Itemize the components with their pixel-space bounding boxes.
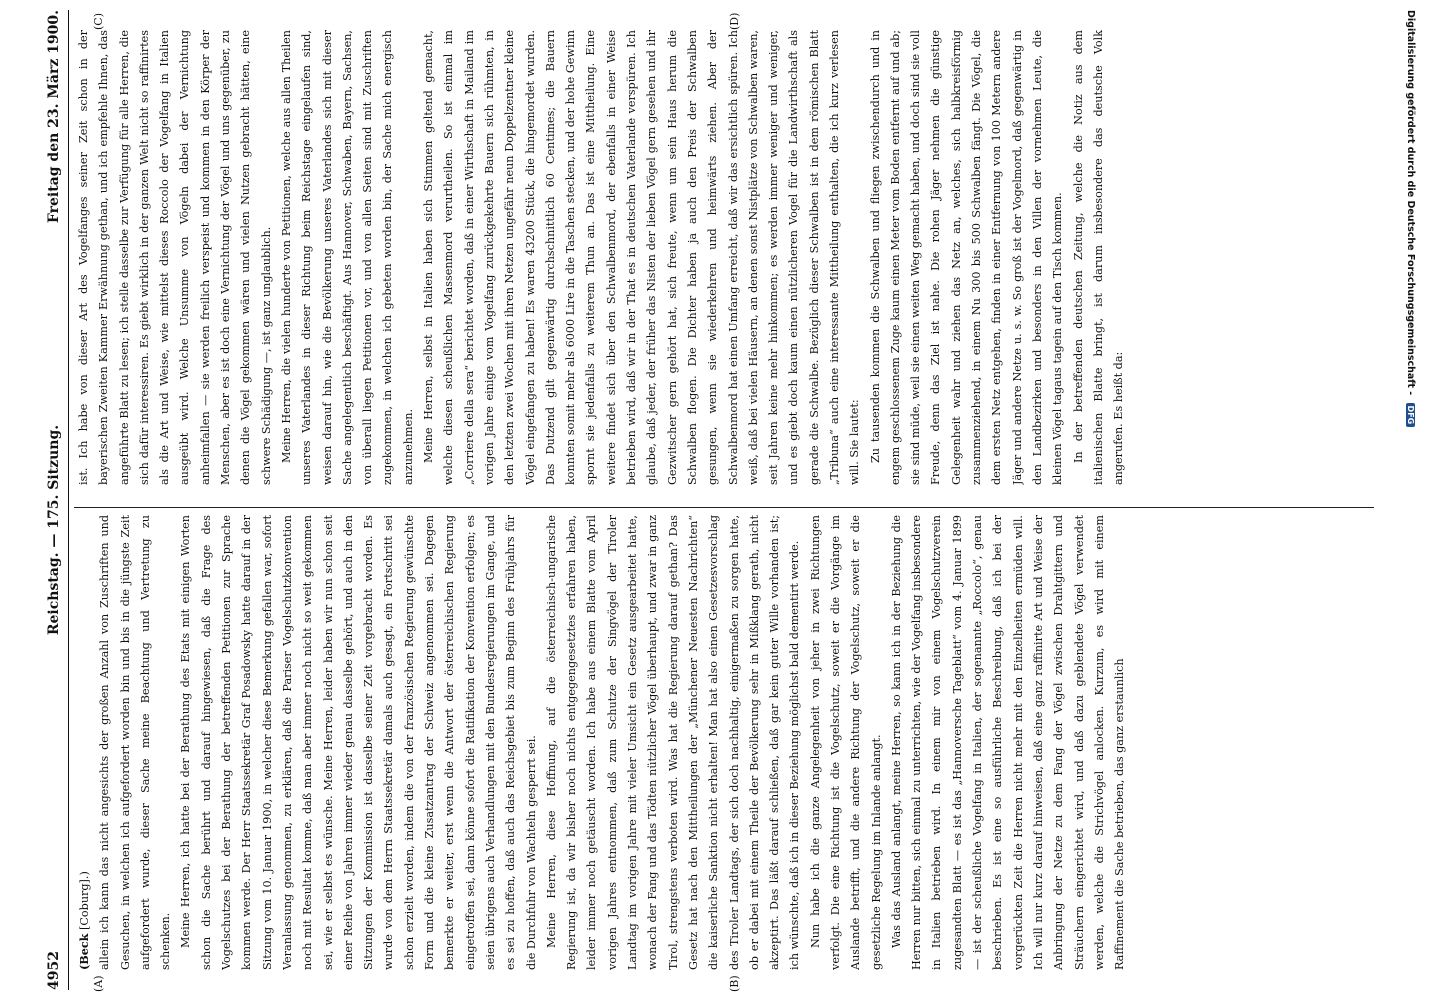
speaker-name: (Beck [77, 933, 91, 970]
right-column [74, 30, 1374, 485]
paragraph: Meine Herren, die vielen hunderte von Petitionen, welche aus allen Theilen unseres Vaterlandes in dieser Richtung beim Reichstage eingelaufen sind, weisen darauf hin, wie die Bevölkerung unseres Vaterlandes sich mit dieser Sache angelegentlich beschäftigt. Aus Hannover, Schwaben, Bayern, Sachsen, von überall liegen Petitionen vor, und von allen Seiten sind mit Zuschriften zugekommen, in welchen ich gebeten worden bin, der Sache mich energisch anzunehmen. [279, 30, 415, 485]
paragraph: Meine Herren, selbst in Italien haben sich Stimmen geltend gemacht, welche diesen scheußlichen Massenmord verurtheilen. So ist einmal im „Corriere della sera“ berichtet worden, daß in einer Wirthschaft in Mailand im vorigen Jahre einige vom Vogelfang zurückgekehrte Bauern sich rühmten, in den letzten zwei Wochen mit ihren Netzen ungefähr neun Doppelzentner kleine Vögel eingefangen zu haben! Es waren 43200 Stück, die hingemordet wurden. Das Dutzend gilt gegenwärtig durchschnittlich 60 Centimes; die Bauern konnten somit mehr als 6000 Lire in die Taschen stecken, und der hohe Gewinn spornt sie jedenfalls zu weiterem Thun an. Das ist eine Mittheilung. Eine weitere findet sich über den Schwalbenmord, der ebenfalls in einer Weise betrieben wird, daß wir in der That es in deutschen Vaterlande verspüren. Ich glaube, daß jeder, der früher das Nisten der lieben Vögel gern gesehen und ihr Gezwitscher gern gehört hat, sich freute, wenn um sein Haus herum die Schwalben flogen. Die Dichter haben ja auch den Preis der Schwalben gesungen, wenn sie wiederkehren und heimwärts ziehen. Aber der Schwalbenmord hat einen Umfang erreicht, daß wir das ersichtlich spüren. Ich weiß, daß bei vielen Häusern, an denen sonst Nistplätze von Schwalben waren, seit Jahren keine mehr hinkommen; es werden immer weniger und weniger, und es giebt doch kaum einen nützlicheren Vogel für die Landwirthschaft als gerade die Schwalbe. Bezüglich dieser Schwalben ist in dem römischen Blatt „Tribuna“ auch eine interessante Mittheilung enthalten, die ich kurz verlesen will. Sie lautet: [422, 30, 862, 485]
margin-marker-d: (D) [728, 12, 741, 30]
paragraph: Meine Herren, diese Hoffnung, auf die österreichisch-ungarische Regierung ist, da wir bisher noch nichts entgegengesetztes erfahren haben, leider immer noch getäuscht worden. Ich habe aus einem Blatte vom April vorigen Jahres entnommen, daß zum Schutze der Singvögel der Tiroler Landtag im vorigen Jahre mit vieler Umsicht ein Gesetz ausgearbeitet hatte, wonach der Fang und das Tödten nützlicher Vögel überhaupt, und zwar in ganz Tirol, strengstens verboten wird. Was hat die Regierung darauf gethan? Das Gesetz hat nach den Mittheilungen der „Münchener Neuesten Nachrichten“ die kaiserliche Sanktion nicht erhalten! Man hat also einen Gesetzesvorschlag des Tiroler Landtags, der sich doch nachhaltig, einigermaßen zu sorgen hatte, ob er dabei mit einem Theile der Bevölkerung sehr in Mißklang gerath, nicht akzeptirt. Das läßt darauf schließen, daß gar kein guter Wille vorhanden ist; ich wünschte, daß ich in dieser Beziehung möglichst bald dementirt werde. [544, 515, 802, 970]
paragraph: ist. Ich habe von dieser Art des Vogelfanges seiner Zeit schon in der bayerischen Zweiten Kammer Erwähnung gethan, und ich empfehle Ihnen, das angeführte Blatt zu lesen; ich stelle dasselbe zur Verfügung für alle Herren, die sich dafür interessiren. Es giebt wirklich in der ganzen Welt nicht so raffinirtes als die Art und Weise, wie mittelst dieses Roccolo der Vogelfang in Italien ausgeübt wird. Welche Unsumme von Vögeln dabei der Vernichtung anheimfallen — sie werden freilich verspeist und kommen in den Körper der Menschen, aber es ist doch eine Vernichtung der Vögel und uns gegenüber, zu denen die Vögel gekommen wären und vielen Nutzen gebracht hätten, eine schwere Schädigung —, ist ganz unglaublich. [77, 30, 273, 485]
paragraph: Nun habe ich die ganze Angelegenheit von jeher in zwei Richtungen verfolgt. Die eine Richtung ist die Vogelschutz, soweit er die Vorgänge im Auslande betrifft, und die andere Richtung der Vogelschutz, soweit er die gesetzliche Regelung im Inlande anlangt. [808, 515, 883, 970]
left-column [74, 515, 1374, 970]
margin-marker-c: (C) [92, 13, 105, 30]
dfg-logo: DFG [1406, 403, 1415, 428]
paragraph: Meine Herren, ich hatte bei der Berathung des Etats mit einigen Worten schon die Sache berührt und darauf hingewiesen, daß die Frage des Vogelschutzes bei der Berathung der betreffenden Petitionen zur Sprache kommen werde. Der Herr Staatssekretär Graf Posadowsky hatte darauf in der Sitzung vom 10. Januar 1900, in welcher diese Bemerkung gefallen war, sofort Veranlassung genommen, zu erklären, daß die Pariser Vogelschutzkonvention noch mit Resultat komme, daß man aber immer noch nicht so weit gekommen sei, wie er selbst es wünsche. Meine Herren, leider haben wir nun schon seit einer Reihe von Jahren immer wieder genau dasselbe gehört, und auch in den Sitzungen der Kommission ist dasselbe seiner Zeit vorgebracht worden. Es wurde von dem Herrn Staatssekretär damals auch gesagt, ein Fortschritt sei schon erzielt worden, indem die von der französischen Regierung gewünschte Form und die kleine Zusatzantrag der Schweiz angenommen sei. Dagegen bemerkte er weiter, erst wenn die Antwort der österreichischen Regierung eingetroffen sei, dann könne sofort die Ratifikation der Konvention erfolgen; es seien übrigens auch Verhandlungen mit den Bundesregierungen im Gange, und es sei zu hoffen, daß auch das Reichsgebiet bis zum Beginn des Frühjahrs für die Durchfuhr von Wachteln gesperrt sei. [179, 515, 538, 970]
session-date: Freitag den 23. März 1900. [46, 10, 62, 224]
paragraph: In der betreffenden deutschen Zeitung, welche die Notiz aus dem italienischen Blatte bringt, ist darum insbesondere das deutsche Volk angerufen. Es heißt da: [1071, 30, 1126, 485]
column-divider [74, 507, 1374, 508]
credit-text: Digitalisierung gefördert durch die Deutsche Forschungsgemeinschaft - [1405, 10, 1416, 396]
session-title: Reichstag. — 175. Sitzung. [46, 424, 62, 636]
page-number: 4952 [46, 951, 62, 990]
quoted-paragraph: Zu tausenden kommen die Schwalben und fliegen zwischendurch und in engem geschlossenem Zuge kaum einen Meter vom Boden entfernt auf und ab; sie sind müde, weil sie einen weiten Weg gemacht haben, und doch sind sie voll Freude, denn das Ziel ist nahe. Die rohen Jäger nehmen die günstige Gelegenheit wahr und ziehen das Netz an, welches, sich halbkreisförmig zusammenziehend, in einem Nu 300 bis 500 Schwalben fängt. Die Vögel, die dem ersten Netz entgehen, finden in einer Entfernung von 100 Metern andere Jäger und andere Netze u. s. w. So groß ist der Vogelmord, daß gegenwärtig in den Landbezirken und besonders in den Villen der vornehmen Leute, die kleinen Vögel tagaus tagein auf den Tisch kommen. [868, 30, 1065, 485]
digitization-credit [1402, 10, 1416, 990]
margin-marker-b: (B) [728, 975, 741, 992]
speaker-note: [Coburg].) [78, 871, 91, 930]
margin-marker-a: (A) [92, 975, 105, 992]
paragraph: Was das Ausland anlangt, meine Herren, so kann ich in der Beziehung die Herren nur bitten, sich einmal zu unterrichten, wie der Vogelfang insbesondere in Italien betrieben wird. In einem mir von einem Vogelschutzverein zugesandten Blatt — es ist das „Hannoversche Tageblatt“ vom 4. Januar 1899 — ist der scheußliche Vogelfang in Italien, der sogenannte „Roccolo“, genau beschrieben. Es ist eine so ausführliche Beschreibung, daß ich bei der vorgerückten Zeit die Herren nicht mehr mit den Einzelheiten ermüden will. Ich will nur kurz darauf hinweisen, daß eine ganz raffinirte Art und Weise der Anbringung der Netze zu dem Fang der Vögel zwischen Drahtgittern und Sträuchern eingerichtet wird, und daß dazu geblendete Vögel verwendet werden, welche die Strichvögel anlocken. Kurzum, es wird mit einem Raffinement die Sache betrieben, das ganz erstaunlich [889, 515, 1127, 970]
page-header [44, 10, 69, 990]
paragraph: allein ich kann das nicht angesichts der großen Anzahl von Zuschriften und Gesuchen, in welchen ich aufgefordert worden bin und bis in die jüngste Zeit aufgefordert wurde, dieser Sache meine Beachtung und Vertretung zu schenken. [98, 515, 173, 970]
